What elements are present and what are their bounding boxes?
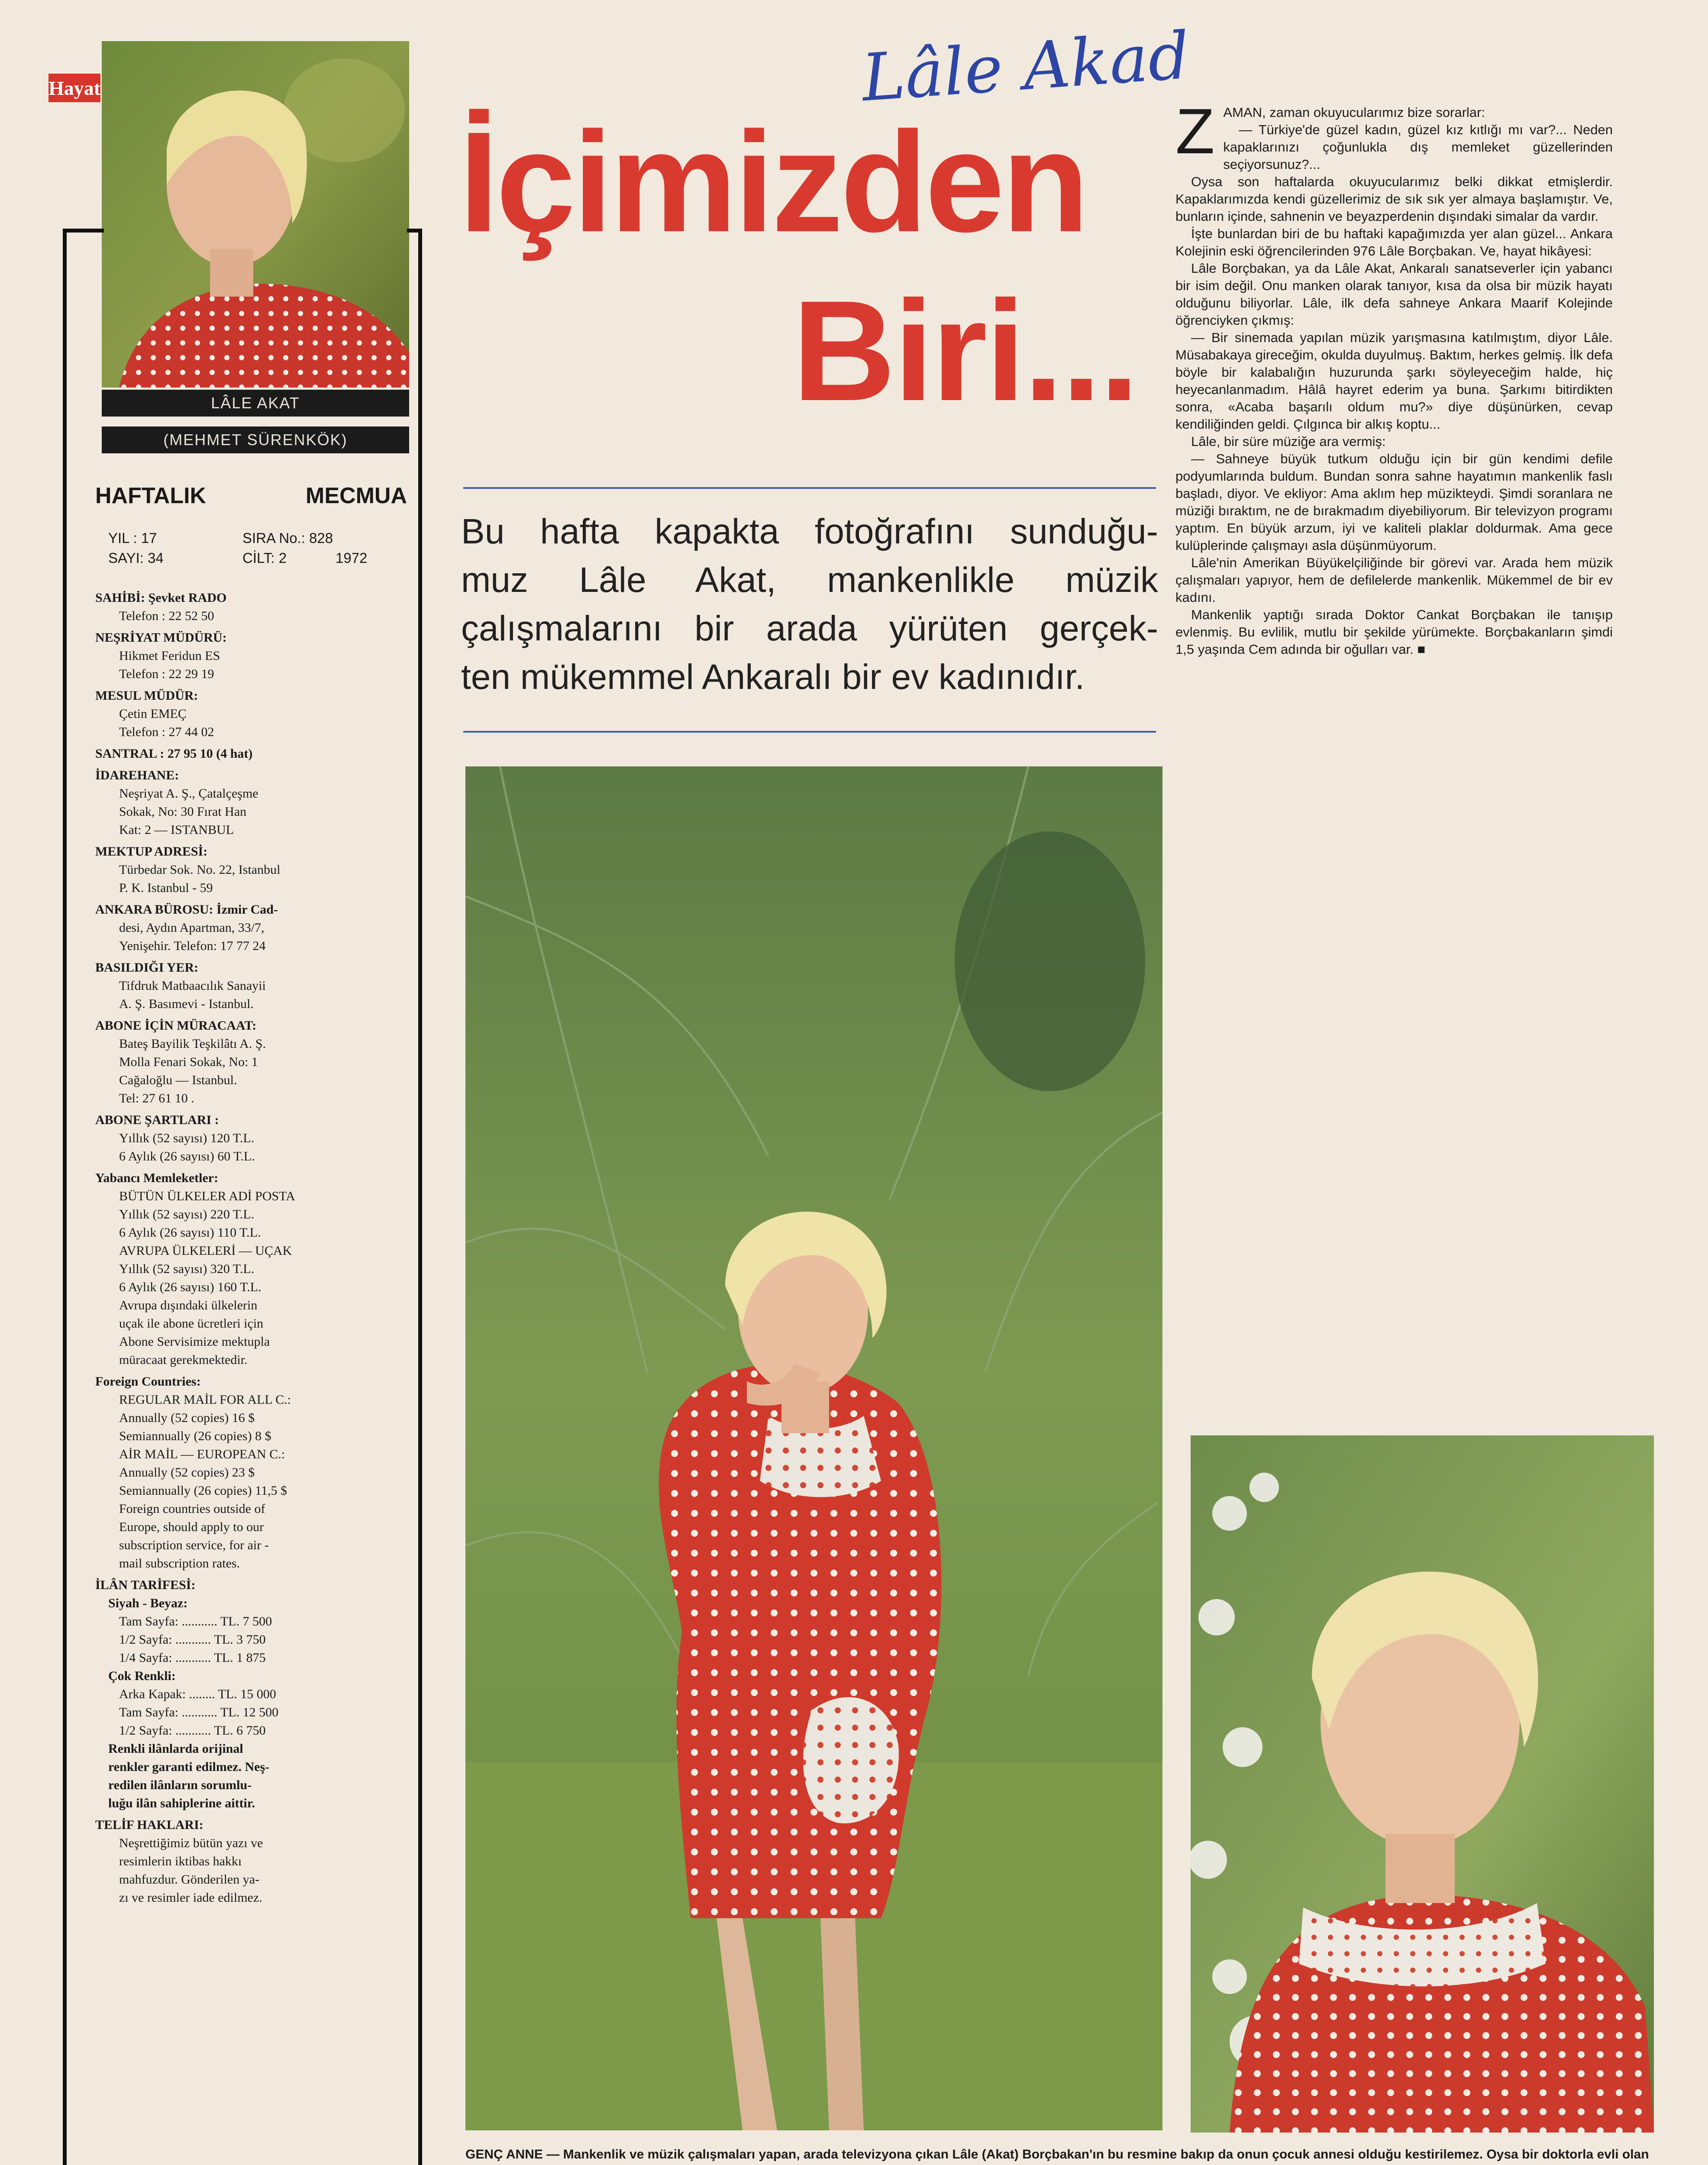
masthead-line: Foreign Countries: bbox=[95, 1374, 201, 1389]
masthead-line: desi, Aydın Apartman, 33/7, bbox=[119, 921, 265, 935]
masthead-line: Neşrettiğimiz bütün yazı ve bbox=[119, 1836, 263, 1850]
masthead-line: Semiannually (26 copies) 8 $ bbox=[119, 1429, 271, 1443]
masthead-line: Arka Kapak: ........ TL. 15 000 bbox=[119, 1687, 276, 1701]
article-body bbox=[1175, 96, 1613, 658]
masthead-line: luğu ilân sahiplerine aittir. bbox=[108, 1796, 255, 1810]
masthead-yil: YIL : 17 bbox=[108, 530, 157, 546]
masthead-line: Foreign countries outside of bbox=[119, 1502, 265, 1516]
masthead-line: Telefon : 22 52 50 bbox=[119, 609, 214, 623]
masthead-line: mail subscription rates. bbox=[119, 1556, 240, 1570]
masthead-line: 6 Aylık (26 sayısı) 60 T.L. bbox=[119, 1149, 255, 1163]
article-text bbox=[1175, 96, 1613, 658]
masthead-title-left: HAFTALIK bbox=[95, 483, 207, 508]
masthead-line: Yıllık (52 sayısı) 320 T.L. bbox=[119, 1262, 255, 1276]
masthead-line: zı ve resimler iade edilmez. bbox=[119, 1890, 262, 1905]
masthead-sayi: SAYI: 34 bbox=[108, 550, 164, 566]
article-deck bbox=[461, 507, 1158, 701]
masthead-line: 1/4 Sayfa: ........... TL. 1 875 bbox=[119, 1651, 266, 1665]
photo-caption bbox=[465, 2146, 1656, 2165]
article-paragraph: Oysa son haftalarda okuyucularımız belki dikkat etmişlerdir. Kapaklarımızda kendi güzellerimiz de sık sık yer almaya başlamıştır. Ve, bunların içinde, sahnenin ve beyazperdenin dışındaki simalar da vardır. bbox=[1175, 174, 1613, 224]
masthead-line: SAHİBİ: Şevket RADO bbox=[95, 591, 227, 605]
headline-line1: İçimizden bbox=[459, 102, 1087, 262]
masthead-line: ABONE İÇİN MÜRACAAT: bbox=[95, 1018, 257, 1033]
masthead-line: Kat: 2 — ISTANBUL bbox=[119, 823, 234, 837]
masthead-line: P. K. Istanbul - 59 bbox=[119, 881, 213, 895]
headline-line2: Biri... bbox=[792, 271, 1138, 430]
masthead-line: Yıllık (52 sayısı) 120 T.L. bbox=[119, 1131, 255, 1145]
masthead-line: Abone Servisimize mektupla bbox=[119, 1335, 270, 1349]
masthead-line: Cağaloğlu — Istanbul. bbox=[119, 1073, 237, 1087]
masthead-title bbox=[95, 481, 407, 511]
masthead-line: 6 Aylık (26 sayısı) 110 T.L. bbox=[119, 1225, 261, 1240]
masthead-line: Tel: 27 61 10 . bbox=[119, 1091, 194, 1105]
masthead-line: Çetin EMEÇ bbox=[119, 707, 187, 721]
masthead-line: Yenişehir. Telefon: 17 77 24 bbox=[119, 939, 266, 953]
article-paragraph: Lâle, bir süre müziğe ara vermiş: bbox=[1191, 434, 1386, 449]
masthead-line: Sokak, No: 30 Fırat Han bbox=[119, 805, 247, 819]
deck-line: muz Lâle Akat, mankenlikle müzik bbox=[461, 560, 1158, 600]
article-paragraph: Mankenlik yaptığı sırada Doktor Cankat Borçbakan ile tanışıp evlenmiş. Bu evlilik, mutlu bir şekilde yürümekte. Borçbakanların şimdi 1,5 yaşında Cem adında bir oğulları var. ■ bbox=[1175, 607, 1613, 657]
deck-rule-bottom bbox=[463, 731, 1156, 733]
masthead-line: subscription service, for air - bbox=[119, 1538, 269, 1552]
masthead-line: NEŞRİYAT MÜDÜRÜ: bbox=[95, 630, 227, 645]
portrait-credit: (MEHMET SÜRENKÖK) bbox=[163, 431, 348, 449]
masthead-line: Telefon : 22 29 19 bbox=[119, 667, 214, 681]
handwritten-signature: Lâle Akad bbox=[859, 18, 1192, 116]
masthead-line: Siyah - Beyaz: bbox=[108, 1596, 188, 1610]
masthead-line: uçak ile abone ücretleri için bbox=[119, 1316, 264, 1331]
caption-lead: GENÇ ANNE — bbox=[465, 2147, 560, 2162]
masthead-line: Avrupa dışındaki ülkelerin bbox=[119, 1298, 258, 1312]
masthead-line: Neşriyat A. Ş., Çatalçeşme bbox=[119, 786, 258, 801]
masthead-line: redilen ilânların sorumlu- bbox=[108, 1778, 252, 1792]
masthead-line: Yıllık (52 sayısı) 220 T.L. bbox=[119, 1207, 255, 1221]
masthead-line: müracaat gerekmektedir. bbox=[119, 1353, 248, 1367]
masthead-year: 1972 bbox=[336, 550, 368, 566]
masthead-line: Renkli ilânlarda orijinal bbox=[108, 1742, 243, 1756]
masthead-line: AVRUPA ÜLKELERİ — UÇAK bbox=[119, 1244, 292, 1258]
portrait-name: LÂLE AKAT bbox=[211, 394, 300, 412]
masthead-line: BASILDIĞI YER: bbox=[95, 960, 199, 975]
deck-line: çalışmalarını bir arada yürüten gerçek- bbox=[461, 609, 1158, 648]
masthead-line: AİR MAİL — EUROPEAN C.: bbox=[119, 1447, 285, 1461]
main-image bbox=[465, 766, 1162, 2130]
deck-line: ten mükemmel Ankaralı bir ev kadınıdır. bbox=[461, 657, 1085, 697]
article-paragraph: — Türkiye'de güzel kadın, güzel kız kıtlığı mı var?... Neden kapaklarınızı çoğunlukla dış memleket güzellerinden seçiyorsunuz?... bbox=[1223, 122, 1613, 172]
masthead-line: Telefon : 27 44 02 bbox=[119, 725, 214, 739]
masthead-line: SANTRAL : 27 95 10 (4 hat) bbox=[95, 746, 253, 761]
masthead-line: Tam Sayfa: ........... TL. 12 500 bbox=[119, 1705, 279, 1719]
masthead-line: İDAREHANE: bbox=[95, 768, 179, 782]
hayat-logo bbox=[48, 74, 100, 102]
masthead-line: Tam Sayfa: ........... TL. 7 500 bbox=[119, 1614, 272, 1629]
masthead-line: Bateş Bayilik Teşkilâtı A. Ş. bbox=[119, 1037, 266, 1051]
masthead-line: A. Ş. Basımevi - Istanbul. bbox=[119, 997, 254, 1011]
article-paragraph: Lâle Borçbakan, ya da Lâle Akat, Ankaralı sanatseverler için yabancı bir isim değil. Onu manken olarak tanıyor, kısa da olsa bir müzik hayatı olduğunu biliyorlar. Lâle, ilk defa sahneye Ankara Maarif Kolejinde öğrenciyken çıkmış: bbox=[1175, 261, 1613, 328]
secondary-image bbox=[1191, 1435, 1654, 2133]
masthead bbox=[95, 481, 407, 1907]
masthead-line: Yabancı Memleketler: bbox=[95, 1171, 219, 1185]
masthead-line: 6 Aylık (26 sayısı) 160 T.L. bbox=[119, 1280, 262, 1294]
article-paragraph: İşte bunlardan biri de bu haftaki kapağımızda yer alan güzel... Ankara Kolejinin eski öğrencilerinden 976 Lâle Borçbakan. Ve, hayat hikâyesi: bbox=[1175, 226, 1613, 259]
masthead-line: 1/2 Sayfa: ........... TL. 3 750 bbox=[119, 1632, 266, 1647]
masthead-line: 1/2 Sayfa: ........... TL. 6 750 bbox=[119, 1723, 266, 1738]
logo-text: Hayat bbox=[48, 77, 101, 99]
secondary-photo bbox=[1191, 1435, 1654, 2133]
masthead-line: TELİF HAKLARI: bbox=[95, 1818, 203, 1832]
masthead-line: Tifdruk Matbaacılık Sanayii bbox=[119, 979, 266, 993]
masthead-title-right: MECMUA bbox=[306, 483, 407, 508]
article-paragraph: AMAN, zaman okuyucularımız bize sorarlar: bbox=[1223, 105, 1485, 120]
masthead-line: Semiannually (26 copies) 11,5 $ bbox=[119, 1483, 287, 1498]
masthead-line: mahfuzdur. Gönderilen ya- bbox=[119, 1872, 260, 1887]
masthead-line: Hikmet Feridun ES bbox=[119, 649, 220, 663]
masthead-line: Türbedar Sok. No. 22, Istanbul bbox=[119, 863, 281, 877]
masthead-line: Annually (52 copies) 23 $ bbox=[119, 1465, 255, 1480]
deck-rule-top bbox=[463, 487, 1156, 489]
masthead-line: Europe, should apply to our bbox=[119, 1520, 264, 1534]
masthead-cilt: CİLT: 2 bbox=[242, 550, 287, 566]
masthead-credits bbox=[95, 589, 407, 1907]
article-paragraph: Lâle'nin Amerikan Büyükelçiliğinde bir görevi var. Arada hem müzik çalışmaları yapıyor, hem de defilelerde mankenlik. Mükemmel de bir ev kadını. bbox=[1175, 555, 1613, 605]
masthead-line: İLÂN TARİFESİ: bbox=[95, 1578, 196, 1592]
masthead-line: BÜTÜN ÜLKELER ADİ POSTA bbox=[119, 1189, 295, 1203]
masthead-sira: SIRA No.: 828 bbox=[242, 530, 333, 546]
masthead-line: Annually (52 copies) 16 $ bbox=[119, 1411, 255, 1425]
masthead-issue-info bbox=[95, 528, 407, 568]
masthead-line: ABONE ŞARTLARI : bbox=[95, 1113, 219, 1127]
masthead-line: resimlerin iktibas hakkı bbox=[119, 1854, 242, 1868]
masthead-line: MEKTUP ADRESİ: bbox=[95, 844, 208, 859]
masthead-line: MESUL MÜDÜR: bbox=[95, 688, 198, 703]
deck-line: Bu hafta kapakta fotoğrafını sunduğu- bbox=[461, 512, 1158, 551]
masthead-line: Molla Fenari Sokak, No: 1 bbox=[119, 1055, 258, 1069]
article-paragraph: — Sahneye büyük tutkum olduğu için bir gün kendimi defile podyumlarında buldum. Bundan sonra sahne hayatımın mankenlik faslı başladı, diyor. Ve ekliyor: Ama aklım hep müzikteydi. Şimdi soranlara ne müziği bıraktım, ne de bırakmadım diyebiliyorum. Bir televizyon programı yaptım. En büyük arzum, iyi ve kaliteli plaklar doldurmak. Ama gece kulüplerinde çalışmayı asla düşünmüyorum. bbox=[1175, 451, 1613, 553]
drop-cap: Z bbox=[1175, 96, 1215, 167]
main-photo bbox=[465, 766, 1162, 2130]
masthead-line: Çok Renkli: bbox=[108, 1669, 176, 1683]
masthead-line: renkler garanti edilmez. Neş- bbox=[108, 1760, 270, 1774]
masthead-line: ANKARA BÜROSU: İzmir Cad- bbox=[95, 902, 278, 917]
article-paragraph: — Bir sinemada yapılan müzik yarışmasına katılmıştım, diyor Lâle. Müsabakaya gireceğim, okulda duyulmuş. Baktım, herkes gelmiş. İlk defa böyle bir kalabalığın huzurunda şarkı söyleyeceğim halde, hiç heyecanlanmadım. Hâlâ hayret ederim ya buna. Şarkımı bitirdikten sonra, «Acaba başarılı oldum mu?» diye düşünürken, cevap kendiliğinden geldi. Çılgınca bir alkış koptu... bbox=[1175, 330, 1613, 432]
masthead-line: REGULAR MAİL FOR ALL C.: bbox=[119, 1393, 291, 1407]
caption-text: Mankenlik ve müzik çalışmaları yapan, arada televizyona çıkan Lâle (Akat) Borçbakan'ın bu resmine bakıp da onun çocuk annesi olduğu kestirilemez. Oysa bir doktorla evli olan bbox=[563, 2147, 1649, 2162]
